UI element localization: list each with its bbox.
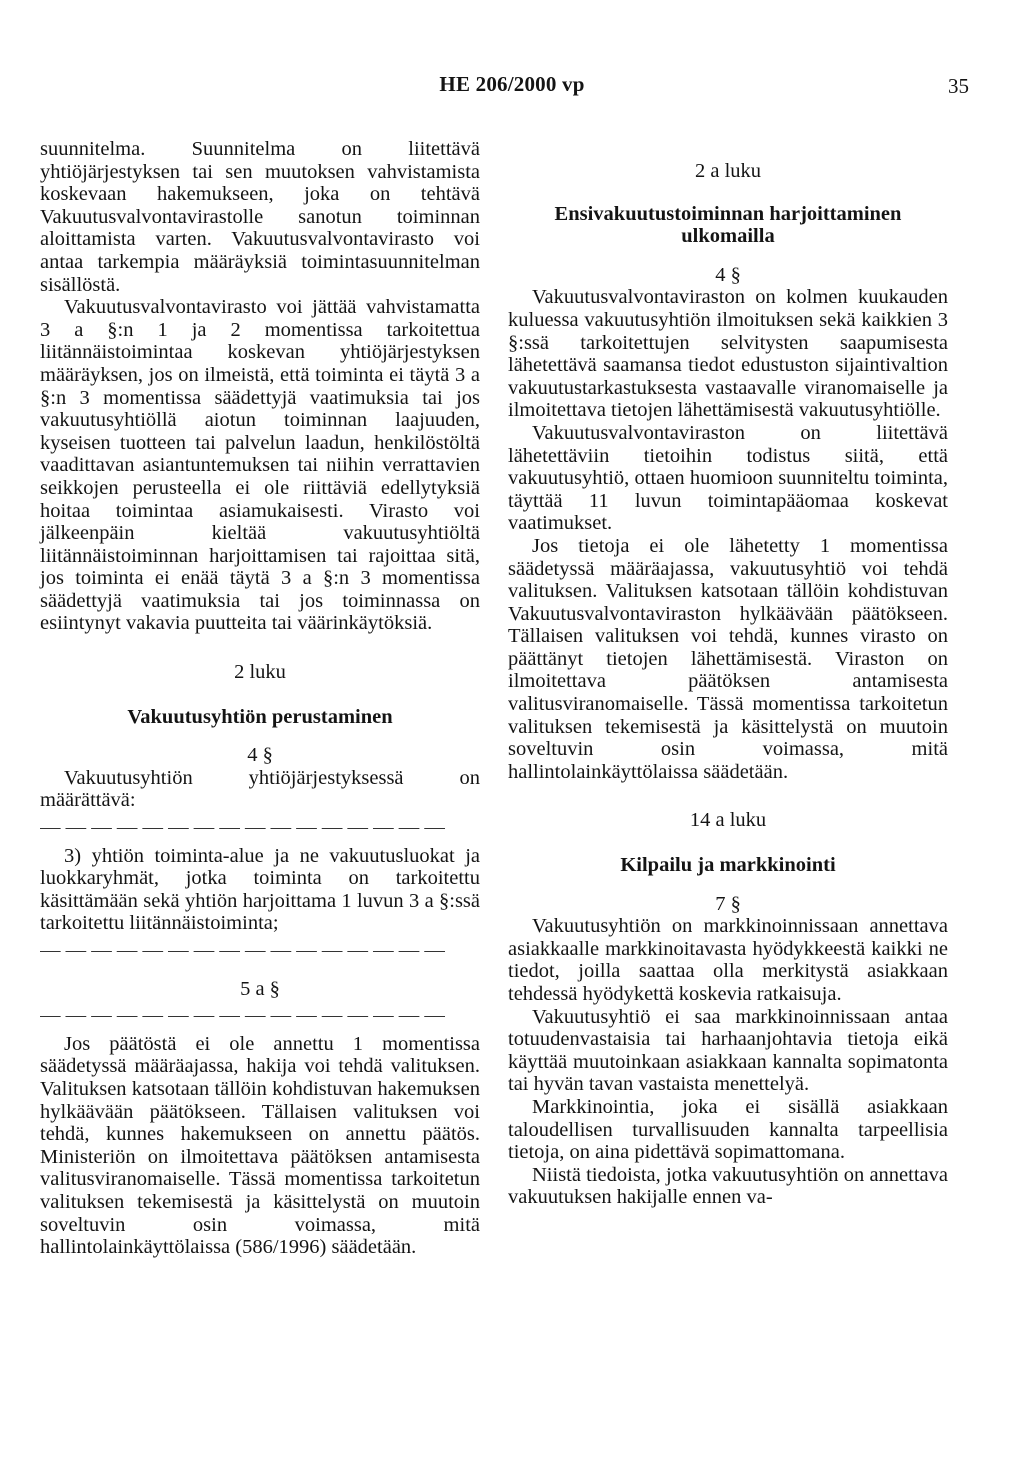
list-item: 3) yhtiön toiminta-alue ja ne vakuutusluokat ja luokkaryhmät, jotka toiminta on tarkoitettu käsittämään sekä yhtiön harjoittama 1 luvun 3 a §:ssä tarkoitettu liitännäistoiminta; — [40, 844, 480, 935]
paragraph: Vakuutusyhtiön on markkinoinnissaan annettava asiakkaalle markkinoitavasta hyödykkeestä kaikki ne tiedot, joilla saattaa olla merkitystä asiakkaan tehdessä hyödykettä koskevia ratkaisuja. — [508, 915, 948, 1005]
chapter-title: Ensivakuutustoiminnan harjoittaminen ulkomailla — [554, 202, 902, 248]
chapter-number: 14 a luku — [689, 809, 767, 832]
section-intro — [40, 767, 480, 790]
paragraph: Vakuutusvalvontaviraston on liitettävä lähetettäviin tietoihin todistus siitä, että vakuutusyhtiö, ottaen huomioon suunniteltu toiminta, täyttää 11 luvun toimintapääomaa koskevat vaatimukset. — [508, 421, 948, 535]
section-heading: 4 § — [715, 263, 741, 286]
paragraph: Vakuutusyhtiö ei saa markkinoinnissaan antaa totuudenvastaisia tai harhaanjohtavia tietoja eikä käyttää muutoinkaan asiakkaan kannalta sopimatonta tai hyvän tavan vastaista menettelyä. — [508, 1005, 948, 1096]
intro-word: yhtiöjärjestyksessä — [248, 766, 404, 789]
section-heading: 5 a § — [240, 977, 280, 1000]
section-heading: 7 § — [715, 892, 741, 915]
intro-word: on — [459, 766, 480, 789]
chapter-number: 2 luku — [234, 661, 286, 684]
omission-dashes: — — — — — — — — — — — — — — — — — [40, 816, 445, 839]
paragraph: Jos tietoja ei ole lähetetty 1 momentissa säädetyssä määräajassa, vakuutusyhtiö voi tehdä valituksen. Valituksen katsotaan tällöin kohdistuvan Vakuutusvalvontaviraston hylkäävään päätökseen. Tällaisen valituksen voi tehdä, kunnes virasto on päättänyt tietojen lähettämisestä. Viraston on ilmoitettava päätöksen antamisesta valitusviranomaiselle. Tässä momentissa tarkoitetun valituksen tekemisestä ja käsittelystä on muutoin soveltuvin osin voimassa, mitä hallintolainkäyttölaissa säädetään. — [508, 534, 948, 783]
paragraph: Vakuutusvalvontaviraston on kolmen kuukauden kuluessa vakuutusyhtiön ilmoituksen sekä kaikkien 3 §:ssä tarkoitettujen selvitysten saapumisesta lähetettävä saamansa tiedot edustuston sijaintivaltion vakuutustarkastuksesta vastaavalle viranomaiselle ja ilmoitettava tietojen lähettämisestä vakuutusyhtiölle. — [508, 286, 948, 422]
page-number: 35 — [948, 74, 969, 98]
paragraph: Markkinointia, joka ei sisällä asiakkaan taloudellisen turvallisuuden kannalta tarpeellisia tietoja, on aina pidettävä sopimattomana. — [508, 1095, 948, 1164]
chapter-title: Vakuutusyhtiön perustaminen — [127, 705, 393, 728]
omission-dashes: — — — — — — — — — — — — — — — — — [40, 1004, 445, 1027]
chapter-number: 2 a luku — [694, 160, 762, 182]
paragraph: suunnitelma. Suunnitelma on liitettävä yhtiöjärjestyksen tai sen muutoksen vahvistamista koskevaan hakemukseen, joka on tehtävä Vakuutusvalvontavirastolle sanotun toiminnan aloittamista varten. Vakuutusvalvontavirasto voi antaa tarkempia määräyksiä toimintasuunnitelman sisällöstä. — [40, 138, 480, 296]
section-intro-end: määrättävä: — [40, 789, 136, 812]
left-column — [40, 138, 480, 1259]
document-title: HE 206/2000 vp — [439, 72, 585, 96]
omission-dashes: — — — — — — — — — — — — — — — — — [40, 939, 445, 961]
chapter-title: Kilpailu ja markkinointi — [620, 854, 836, 877]
paragraph: Vakuutusvalvontavirasto voi jättää vahvistamatta 3 a §:n 1 ja 2 momentissa tarkoitettua liitännäistoimintaa koskevan yhtiöjärjestyksen määräyksen, jos on ilmeistä, että toiminta ei täytä 3 a §:n 3 momentissa säädettyjä vaatimuksia tai jos vakuutusyhtiöllä aiotun toiminnan laajuuden, kyseisen tuotteen tai palvelun laadun, henkilöstöltä vaadittavan asiantuntemuksen tai niihin verrattavien seikkojen perusteella ei ole riittäviä edellytyksiä hoitaa toimintaa asiamukaisesti. Virasto voi jälkeenpäin kieltää vakuutusyhtiöltä liitännäistoiminnan harjoittamisen tai rajoittaa sitä, jos toiminta ei enää täytä 3 a §:n 3 momentissa säädettyjä vaatimuksia tai jos toiminnassa on esiintynyt vakavia puutteita tai väärinkäytöksiä. — [40, 296, 480, 635]
page-header — [0, 72, 1024, 108]
right-column — [508, 138, 948, 1209]
paragraph: Niistä tiedoista, jotka vakuutusyhtiön on annettava vakuutuksen hakijalle ennen va- — [508, 1163, 948, 1209]
section-heading: 4 § — [247, 744, 273, 767]
intro-word: Vakuutusyhtiön — [64, 766, 193, 789]
paragraph: Jos päätöstä ei ole annettu 1 momentissa säädetyssä määräajassa, hakija voi tehdä valituksen. Valituksen katsotaan tällöin kohdistuvan hakemuksen hylkäävään päätökseen. Tällaisen valituksen voi tehdä, kunnes hakemukseen on annettu päätös. Ministeriön on ilmoitettava päätöksen antamisesta valitusviranomaiselle. Tässä momentissa tarkoitetun valituksen tekemisestä ja käsittelystä on muutoin soveltuvin osin voimassa, mitä hallintolainkäyttölaissa (586/1996) säädetään. — [40, 1032, 480, 1259]
